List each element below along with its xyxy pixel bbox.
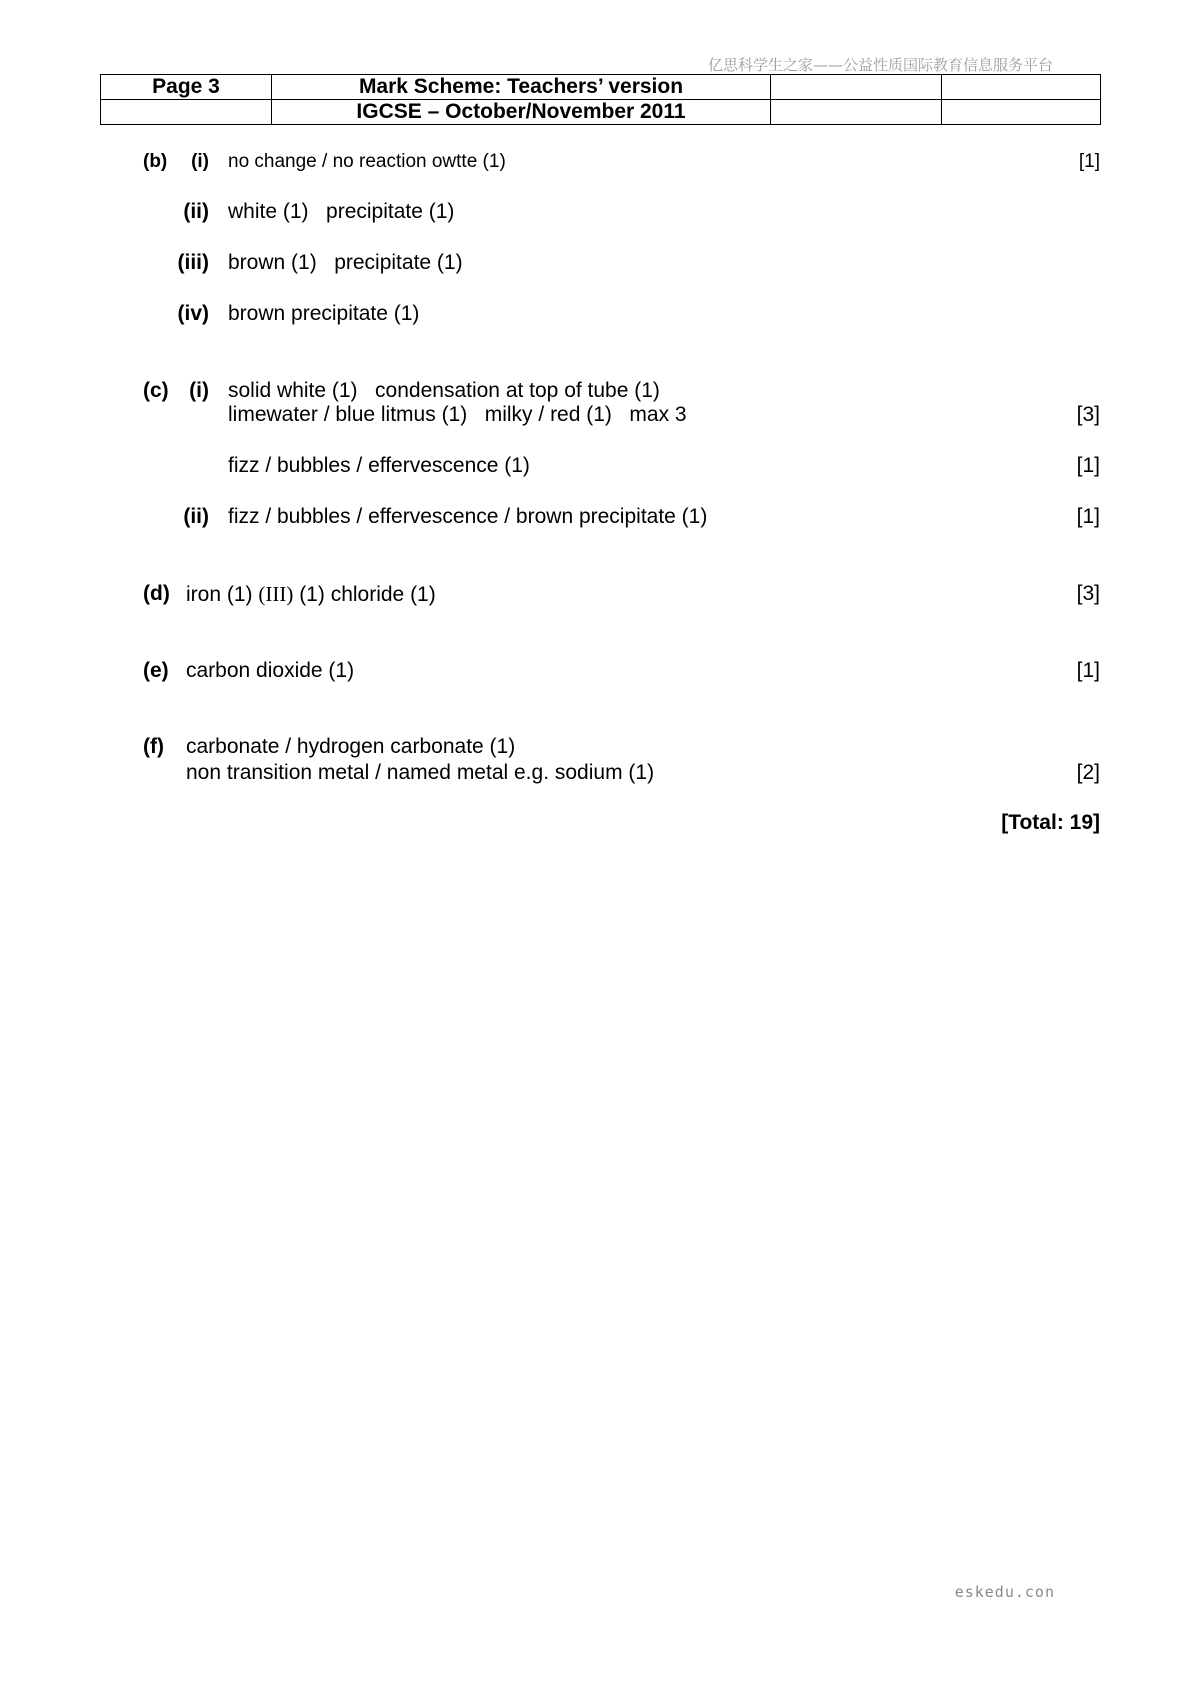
answer-text <box>186 581 436 608</box>
header-cell-empty <box>942 100 1101 125</box>
answer-part: iron (1) <box>186 583 253 606</box>
answer-c-i-line-1 <box>0 378 1190 404</box>
watermark-top: 亿思科学生之家——公益性质国际教育信息服务平台 <box>707 56 1053 74</box>
answer-c-i-line-3 <box>0 453 1190 479</box>
header-cell-empty <box>771 75 942 100</box>
page-number: Page 3 <box>101 75 272 100</box>
answer-text: solid white (1) condensation at top of tube (1) <box>228 379 660 402</box>
answer-f-line-1 <box>0 734 1190 760</box>
total-marks: [Total: 19] <box>1001 811 1100 834</box>
answer-f-line-2 <box>0 760 1190 786</box>
question-label: (d) <box>143 582 170 605</box>
header-cell-empty <box>101 100 272 125</box>
answer-c-i-line-2 <box>0 402 1190 428</box>
answer-b-iii <box>0 250 1190 276</box>
header-cell-empty <box>771 100 942 125</box>
question-label: (c) <box>143 379 169 402</box>
answer-part: (1) chloride (1) <box>299 583 436 606</box>
watermark-bottom: eskedu.con <box>954 1583 1055 1601</box>
total-row <box>0 810 1190 836</box>
subpart-label: (i) <box>191 151 209 172</box>
answer-text: non transition metal / named metal e.g. sodium (1) <box>186 761 655 784</box>
mark-allocation: [3] <box>1076 403 1100 426</box>
subpart-label: (iii) <box>177 251 209 274</box>
mark-allocation: [2] <box>1076 761 1100 784</box>
subpart-label: (ii) <box>183 505 209 528</box>
answer-text: brown (1) precipitate (1) <box>228 251 463 274</box>
answer-b-i <box>0 149 1190 175</box>
exam-session: IGCSE – October/November 2011 <box>272 100 771 125</box>
question-label: (b) <box>143 151 168 172</box>
header-table <box>100 74 1101 125</box>
mark-allocation: [3] <box>1076 582 1100 605</box>
subpart-label: (iv) <box>177 302 209 325</box>
subpart-label: (i) <box>189 379 209 402</box>
header-cell-empty <box>942 75 1101 100</box>
mark-allocation: [1] <box>1076 454 1100 477</box>
answer-text: white (1) precipitate (1) <box>228 200 455 223</box>
mark-allocation: [1] <box>1076 505 1100 528</box>
answer-text: limewater / blue litmus (1) milky / red (1) max 3 <box>228 403 687 426</box>
answer-b-ii <box>0 199 1190 225</box>
document-title: Mark Scheme: Teachers’ version <box>272 75 771 100</box>
mark-allocation: [1] <box>1076 659 1100 682</box>
answer-text: no change / no reaction owtte (1) <box>228 151 506 172</box>
answer-text: carbonate / hydrogen carbonate (1) <box>186 735 516 758</box>
answer-text: carbon dioxide (1) <box>186 659 355 682</box>
mark-allocation: [1] <box>1078 151 1100 172</box>
answer-b-iv <box>0 301 1190 327</box>
oxidation-state: (III) <box>258 582 294 606</box>
answer-e <box>0 658 1190 684</box>
answer-text: fizz / bubbles / effervescence / brown precipitate (1) <box>228 505 708 528</box>
answer-d <box>0 581 1190 607</box>
header-row-2 <box>101 100 1101 125</box>
subpart-label: (ii) <box>183 200 209 223</box>
answer-c-ii <box>0 504 1190 530</box>
answer-text: fizz / bubbles / effervescence (1) <box>228 454 530 477</box>
answer-text: brown precipitate (1) <box>228 302 420 325</box>
question-label: (f) <box>143 735 164 758</box>
header-row-1 <box>101 75 1101 100</box>
question-label: (e) <box>143 659 169 682</box>
